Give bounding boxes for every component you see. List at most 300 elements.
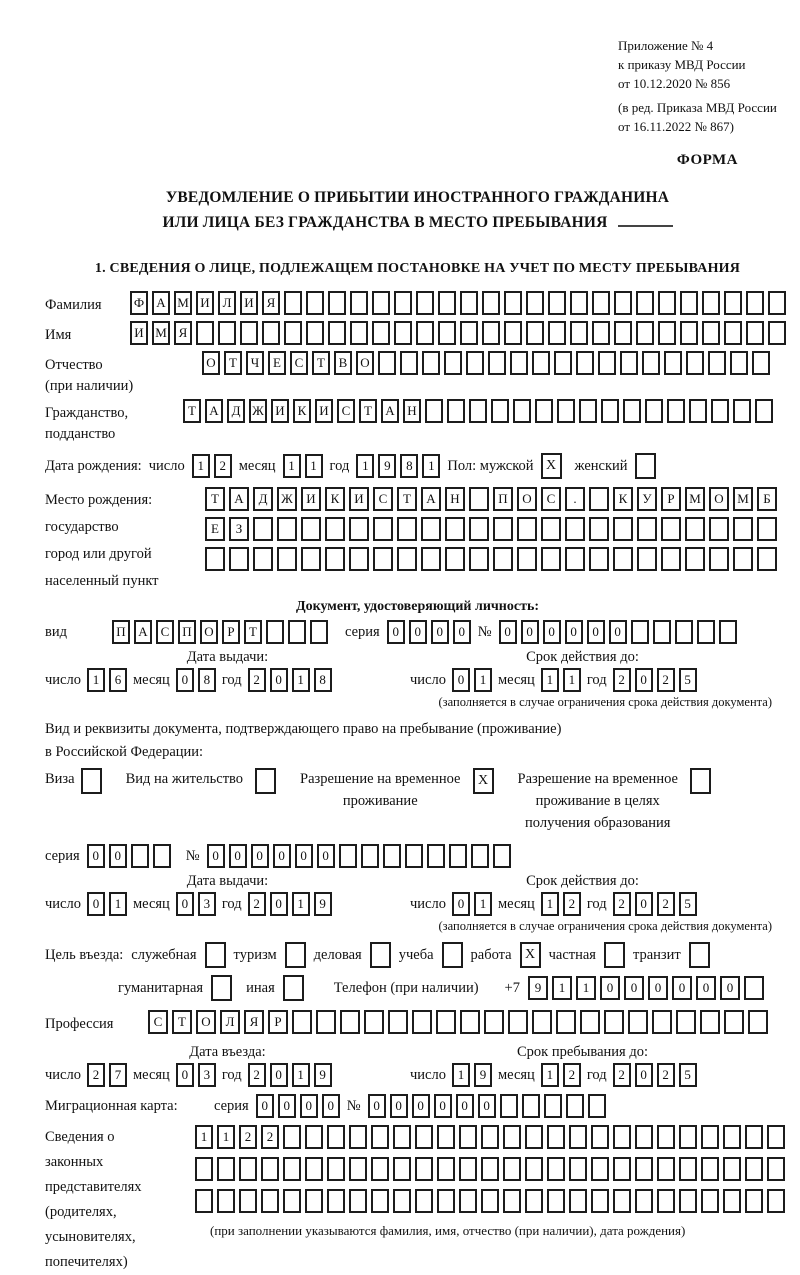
char-box[interactable]: 2 [613, 892, 631, 916]
char-box[interactable] [469, 517, 489, 541]
char-box[interactable] [733, 547, 753, 571]
char-box[interactable]: П [112, 620, 130, 644]
char-box[interactable] [657, 1189, 675, 1213]
char-box[interactable]: 3 [198, 1063, 216, 1087]
char-box[interactable]: 0 [456, 1094, 474, 1118]
migration-seria-boxes[interactable] [256, 1094, 340, 1118]
char-box[interactable] [196, 321, 214, 345]
char-box[interactable] [277, 547, 297, 571]
char-box[interactable] [664, 351, 682, 375]
char-box[interactable] [675, 620, 693, 644]
char-box[interactable]: И [271, 399, 289, 423]
char-box[interactable] [719, 620, 737, 644]
doc-seria-boxes[interactable] [387, 620, 471, 644]
char-box[interactable] [748, 1010, 768, 1034]
char-box[interactable] [701, 1157, 719, 1181]
char-box[interactable] [589, 517, 609, 541]
char-box[interactable]: 1 [452, 1063, 470, 1087]
char-box[interactable] [569, 1157, 587, 1181]
char-box[interactable] [283, 1157, 301, 1181]
char-box[interactable]: 1 [109, 892, 127, 916]
char-box[interactable] [349, 1189, 367, 1213]
char-box[interactable] [679, 1125, 697, 1149]
char-box[interactable] [466, 351, 484, 375]
char-box[interactable] [767, 1157, 785, 1181]
char-box[interactable] [504, 291, 522, 315]
char-box[interactable] [469, 547, 489, 571]
char-box[interactable]: 0 [434, 1094, 452, 1118]
char-box[interactable] [445, 547, 465, 571]
char-box[interactable] [541, 517, 561, 541]
char-box[interactable] [591, 1125, 609, 1149]
char-box[interactable] [471, 844, 489, 868]
char-box[interactable] [305, 1157, 323, 1181]
char-box[interactable]: Н [445, 487, 465, 511]
char-box[interactable] [131, 844, 149, 868]
char-box[interactable]: К [293, 399, 311, 423]
char-box[interactable]: Р [268, 1010, 288, 1034]
char-box[interactable] [636, 321, 654, 345]
char-box[interactable]: 1 [576, 976, 596, 1000]
char-box[interactable]: М [174, 291, 192, 315]
char-box[interactable] [445, 517, 465, 541]
char-box[interactable]: 5 [679, 1063, 697, 1087]
char-box[interactable]: Т [224, 351, 242, 375]
char-box[interactable]: 9 [378, 454, 396, 478]
char-box[interactable] [371, 1125, 389, 1149]
char-box[interactable] [517, 547, 537, 571]
char-box[interactable] [613, 547, 633, 571]
char-box[interactable]: 0 [176, 668, 194, 692]
char-box[interactable] [393, 1189, 411, 1213]
char-box[interactable]: Р [661, 487, 681, 511]
char-box[interactable] [491, 399, 509, 423]
char-box[interactable]: 0 [322, 1094, 340, 1118]
char-box[interactable] [253, 517, 273, 541]
char-box[interactable]: О [202, 351, 220, 375]
char-box[interactable] [570, 321, 588, 345]
doc-valid-day-boxes[interactable] [452, 668, 492, 692]
char-box[interactable] [482, 291, 500, 315]
char-box[interactable] [620, 351, 638, 375]
char-box[interactable]: 1 [192, 454, 210, 478]
char-box[interactable] [447, 399, 465, 423]
char-box[interactable] [635, 1189, 653, 1213]
char-box[interactable]: 0 [672, 976, 692, 1000]
char-box[interactable] [685, 547, 705, 571]
char-box[interactable]: 0 [648, 976, 668, 1000]
char-box[interactable] [421, 517, 441, 541]
sex-female-checkbox[interactable] [635, 453, 656, 479]
char-box[interactable]: . [565, 487, 585, 511]
char-box[interactable] [425, 399, 443, 423]
char-box[interactable] [427, 844, 445, 868]
birthplace-row2-boxes[interactable] [205, 517, 777, 541]
purpose-private-checkbox[interactable] [604, 942, 625, 968]
char-box[interactable]: Я [174, 321, 192, 345]
char-box[interactable]: 9 [528, 976, 548, 1000]
char-box[interactable]: А [421, 487, 441, 511]
char-box[interactable]: 2 [261, 1125, 279, 1149]
char-box[interactable] [284, 291, 302, 315]
entry-day-boxes[interactable] [87, 1063, 127, 1087]
char-box[interactable] [755, 399, 773, 423]
char-box[interactable] [569, 1125, 587, 1149]
char-box[interactable] [218, 321, 236, 345]
char-box[interactable]: Д [227, 399, 245, 423]
stay-month-boxes[interactable] [541, 1063, 581, 1087]
char-box[interactable]: 2 [657, 668, 675, 692]
char-box[interactable] [253, 547, 273, 571]
char-box[interactable]: 0 [176, 892, 194, 916]
char-box[interactable] [481, 1125, 499, 1149]
char-box[interactable] [325, 547, 345, 571]
char-box[interactable] [711, 399, 729, 423]
char-box[interactable]: 0 [499, 620, 517, 644]
char-box[interactable]: 6 [109, 668, 127, 692]
char-box[interactable]: 1 [195, 1125, 213, 1149]
char-box[interactable] [702, 291, 720, 315]
char-box[interactable]: Т [172, 1010, 192, 1034]
char-box[interactable] [702, 321, 720, 345]
char-box[interactable]: 0 [176, 1063, 194, 1087]
char-box[interactable]: И [349, 487, 369, 511]
char-box[interactable] [661, 547, 681, 571]
char-box[interactable] [767, 1189, 785, 1213]
char-box[interactable]: 1 [541, 892, 559, 916]
char-box[interactable]: 1 [474, 668, 492, 692]
temp-residence-checkbox[interactable]: X [473, 768, 494, 794]
char-box[interactable] [658, 321, 676, 345]
char-box[interactable]: К [613, 487, 633, 511]
char-box[interactable]: 0 [87, 892, 105, 916]
char-box[interactable] [730, 351, 748, 375]
char-box[interactable] [438, 291, 456, 315]
char-box[interactable]: 1 [292, 668, 310, 692]
char-box[interactable]: О [517, 487, 537, 511]
char-box[interactable]: И [196, 291, 214, 315]
char-box[interactable] [301, 517, 321, 541]
char-box[interactable] [679, 1157, 697, 1181]
char-box[interactable]: 0 [109, 844, 127, 868]
char-box[interactable]: 1 [305, 454, 323, 478]
char-box[interactable]: С [373, 487, 393, 511]
char-box[interactable] [579, 399, 597, 423]
char-box[interactable] [623, 399, 641, 423]
char-box[interactable] [153, 844, 171, 868]
name-boxes[interactable] [130, 321, 786, 345]
char-box[interactable] [328, 321, 346, 345]
char-box[interactable] [554, 351, 572, 375]
residence-issue-day-boxes[interactable] [87, 892, 127, 916]
doc-issue-year-boxes[interactable] [248, 668, 332, 692]
char-box[interactable]: Ф [130, 291, 148, 315]
char-box[interactable]: 1 [422, 454, 440, 478]
char-box[interactable] [503, 1189, 521, 1213]
purpose-official-checkbox[interactable] [205, 942, 226, 968]
char-box[interactable] [310, 620, 328, 644]
char-box[interactable] [383, 844, 401, 868]
char-box[interactable] [613, 1157, 631, 1181]
char-box[interactable] [493, 517, 513, 541]
char-box[interactable]: О [709, 487, 729, 511]
char-box[interactable] [613, 517, 633, 541]
char-box[interactable] [195, 1157, 213, 1181]
doc-valid-month-boxes[interactable] [541, 668, 581, 692]
char-box[interactable] [261, 1157, 279, 1181]
char-box[interactable] [745, 1157, 763, 1181]
birth-month-boxes[interactable] [283, 454, 323, 478]
char-box[interactable] [436, 1010, 456, 1034]
char-box[interactable]: 1 [292, 1063, 310, 1087]
char-box[interactable]: 0 [387, 620, 405, 644]
char-box[interactable] [588, 1094, 606, 1118]
residence-valid-day-boxes[interactable] [452, 892, 492, 916]
char-box[interactable] [723, 1125, 741, 1149]
char-box[interactable] [205, 547, 225, 571]
char-box[interactable]: 2 [248, 892, 266, 916]
char-box[interactable] [459, 1189, 477, 1213]
char-box[interactable]: 7 [109, 1063, 127, 1087]
char-box[interactable] [306, 321, 324, 345]
char-box[interactable] [339, 844, 357, 868]
char-box[interactable]: 0 [587, 620, 605, 644]
char-box[interactable] [708, 351, 726, 375]
char-box[interactable]: Б [757, 487, 777, 511]
char-box[interactable] [415, 1189, 433, 1213]
char-box[interactable] [701, 1189, 719, 1213]
char-box[interactable]: С [337, 399, 355, 423]
char-box[interactable] [373, 517, 393, 541]
char-box[interactable] [613, 1189, 631, 1213]
char-box[interactable]: 0 [609, 620, 627, 644]
char-box[interactable] [637, 547, 657, 571]
char-box[interactable] [532, 1010, 552, 1034]
char-box[interactable]: 0 [635, 668, 653, 692]
char-box[interactable] [746, 291, 764, 315]
char-box[interactable] [598, 351, 616, 375]
char-box[interactable] [532, 351, 550, 375]
char-box[interactable] [350, 321, 368, 345]
char-box[interactable] [653, 620, 671, 644]
char-box[interactable] [266, 620, 284, 644]
char-box[interactable]: И [315, 399, 333, 423]
char-box[interactable] [657, 1157, 675, 1181]
char-box[interactable]: 1 [541, 1063, 559, 1087]
char-box[interactable] [415, 1157, 433, 1181]
char-box[interactable] [288, 620, 306, 644]
char-box[interactable]: 9 [314, 1063, 332, 1087]
char-box[interactable]: Я [262, 291, 280, 315]
char-box[interactable] [614, 321, 632, 345]
representatives-row1-boxes[interactable] [195, 1125, 785, 1149]
char-box[interactable] [373, 547, 393, 571]
char-box[interactable] [679, 1189, 697, 1213]
char-box[interactable]: 0 [565, 620, 583, 644]
char-box[interactable] [510, 351, 528, 375]
char-box[interactable] [724, 291, 742, 315]
residence-seria-boxes[interactable] [87, 844, 171, 868]
char-box[interactable] [460, 1010, 480, 1034]
char-box[interactable] [548, 291, 566, 315]
char-box[interactable] [591, 1157, 609, 1181]
char-box[interactable]: А [381, 399, 399, 423]
char-box[interactable]: 0 [278, 1094, 296, 1118]
residence-issue-year-boxes[interactable] [248, 892, 332, 916]
char-box[interactable]: 0 [720, 976, 740, 1000]
char-box[interactable]: 0 [317, 844, 335, 868]
char-box[interactable] [469, 399, 487, 423]
char-box[interactable] [652, 1010, 672, 1034]
char-box[interactable]: К [325, 487, 345, 511]
char-box[interactable]: 0 [251, 844, 269, 868]
char-box[interactable] [709, 547, 729, 571]
doc-issue-day-boxes[interactable] [87, 668, 127, 692]
char-box[interactable] [422, 351, 440, 375]
char-box[interactable] [340, 1010, 360, 1034]
char-box[interactable]: 5 [679, 892, 697, 916]
char-box[interactable] [604, 1010, 624, 1034]
char-box[interactable]: Т [312, 351, 330, 375]
char-box[interactable] [680, 291, 698, 315]
char-box[interactable]: Е [205, 517, 225, 541]
char-box[interactable]: П [493, 487, 513, 511]
char-box[interactable]: 0 [270, 892, 288, 916]
char-box[interactable]: Т [205, 487, 225, 511]
char-box[interactable]: О [200, 620, 218, 644]
char-box[interactable] [327, 1125, 345, 1149]
char-box[interactable] [636, 291, 654, 315]
doc-vid-boxes[interactable] [112, 620, 328, 644]
char-box[interactable]: 0 [229, 844, 247, 868]
char-box[interactable] [229, 547, 249, 571]
char-box[interactable] [262, 321, 280, 345]
char-box[interactable] [709, 517, 729, 541]
char-box[interactable]: О [196, 1010, 216, 1034]
char-box[interactable]: 1 [356, 454, 374, 478]
char-box[interactable] [508, 1010, 528, 1034]
char-box[interactable]: И [240, 291, 258, 315]
char-box[interactable]: 0 [696, 976, 716, 1000]
char-box[interactable] [557, 399, 575, 423]
char-box[interactable] [592, 291, 610, 315]
char-box[interactable] [393, 1125, 411, 1149]
char-box[interactable]: 2 [214, 454, 232, 478]
char-box[interactable]: 2 [613, 1063, 631, 1087]
char-box[interactable]: 0 [409, 620, 427, 644]
doc-valid-year-boxes[interactable] [613, 668, 697, 692]
birth-year-boxes[interactable] [356, 454, 440, 478]
char-box[interactable]: 2 [87, 1063, 105, 1087]
char-box[interactable]: 0 [412, 1094, 430, 1118]
char-box[interactable] [569, 1189, 587, 1213]
char-box[interactable] [481, 1157, 499, 1181]
char-box[interactable] [261, 1189, 279, 1213]
char-box[interactable] [481, 1189, 499, 1213]
char-box[interactable] [397, 517, 417, 541]
char-box[interactable] [292, 1010, 312, 1034]
char-box[interactable] [349, 1125, 367, 1149]
char-box[interactable] [482, 321, 500, 345]
char-box[interactable]: 0 [270, 668, 288, 692]
char-box[interactable] [613, 1125, 631, 1149]
char-box[interactable]: М [152, 321, 170, 345]
purpose-other-checkbox[interactable] [283, 975, 304, 1001]
char-box[interactable] [757, 517, 777, 541]
char-box[interactable] [364, 1010, 384, 1034]
char-box[interactable] [301, 547, 321, 571]
char-box[interactable] [685, 517, 705, 541]
char-box[interactable]: 2 [563, 1063, 581, 1087]
char-box[interactable] [544, 1094, 562, 1118]
char-box[interactable] [565, 547, 585, 571]
char-box[interactable] [500, 1094, 518, 1118]
char-box[interactable] [372, 291, 390, 315]
char-box[interactable] [195, 1189, 213, 1213]
char-box[interactable] [438, 321, 456, 345]
char-box[interactable] [700, 1010, 720, 1034]
char-box[interactable] [525, 1189, 543, 1213]
char-box[interactable] [517, 517, 537, 541]
char-box[interactable]: А [205, 399, 223, 423]
stay-day-boxes[interactable] [452, 1063, 492, 1087]
birth-day-boxes[interactable] [192, 454, 232, 478]
temp-residence-edu-checkbox[interactable] [690, 768, 711, 794]
char-box[interactable]: 0 [207, 844, 225, 868]
birthplace-row1-boxes[interactable] [205, 487, 777, 511]
char-box[interactable]: А [134, 620, 152, 644]
char-box[interactable] [444, 351, 462, 375]
char-box[interactable]: 0 [390, 1094, 408, 1118]
char-box[interactable] [459, 1157, 477, 1181]
char-box[interactable]: О [356, 351, 374, 375]
char-box[interactable] [217, 1157, 235, 1181]
char-box[interactable] [614, 291, 632, 315]
char-box[interactable] [437, 1189, 455, 1213]
char-box[interactable] [437, 1125, 455, 1149]
birthplace-row3-boxes[interactable] [205, 547, 777, 571]
char-box[interactable] [503, 1125, 521, 1149]
char-box[interactable] [580, 1010, 600, 1034]
char-box[interactable]: 1 [552, 976, 572, 1000]
char-box[interactable] [589, 547, 609, 571]
char-box[interactable]: 1 [292, 892, 310, 916]
char-box[interactable] [733, 517, 753, 541]
char-box[interactable]: Т [359, 399, 377, 423]
char-box[interactable] [661, 517, 681, 541]
char-box[interactable] [642, 351, 660, 375]
char-box[interactable] [565, 517, 585, 541]
char-box[interactable]: Ч [246, 351, 264, 375]
char-box[interactable] [350, 291, 368, 315]
char-box[interactable] [327, 1189, 345, 1213]
entry-month-boxes[interactable] [176, 1063, 216, 1087]
char-box[interactable] [752, 351, 770, 375]
char-box[interactable]: С [156, 620, 174, 644]
residence-issue-month-boxes[interactable] [176, 892, 216, 916]
char-box[interactable] [504, 321, 522, 345]
char-box[interactable]: 2 [248, 668, 266, 692]
char-box[interactable] [576, 351, 594, 375]
char-box[interactable] [493, 547, 513, 571]
char-box[interactable] [667, 399, 685, 423]
sex-male-checkbox[interactable]: X [541, 453, 562, 479]
char-box[interactable]: З [229, 517, 249, 541]
char-box[interactable]: И [130, 321, 148, 345]
char-box[interactable]: У [637, 487, 657, 511]
char-box[interactable] [589, 487, 609, 511]
char-box[interactable]: М [685, 487, 705, 511]
